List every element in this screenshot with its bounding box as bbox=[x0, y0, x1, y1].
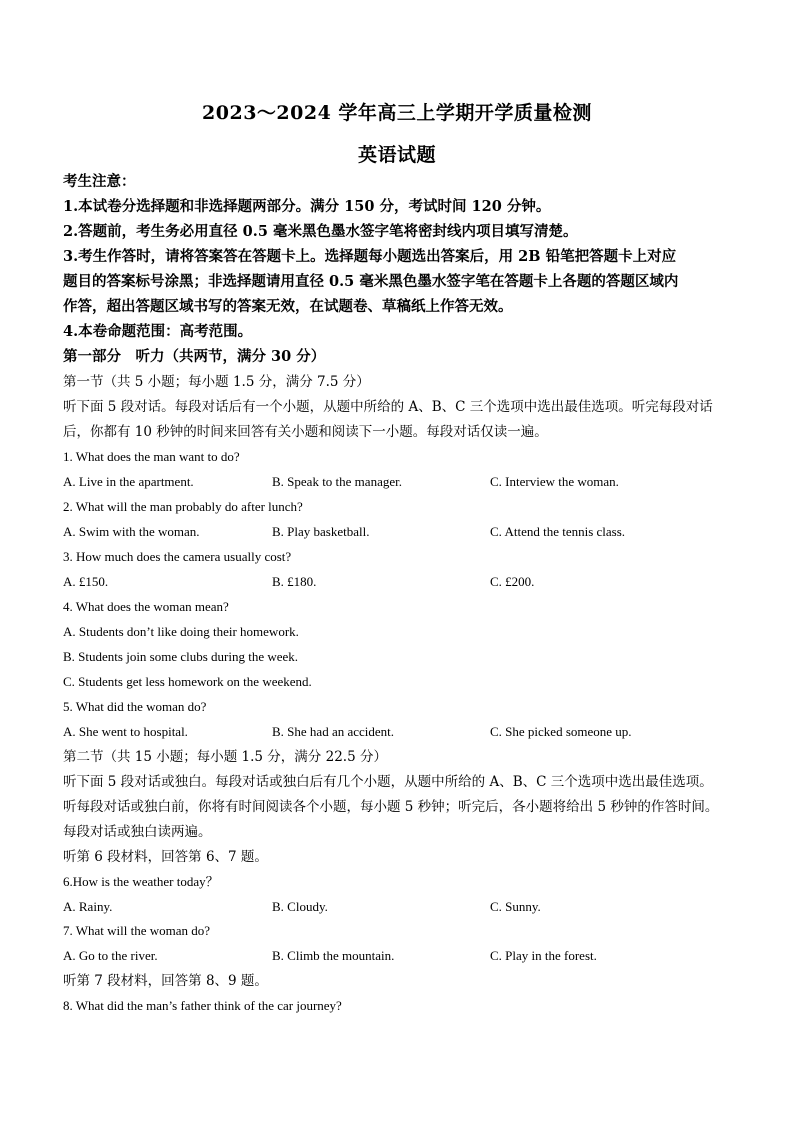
question-6-option-b: B. Cloudy. bbox=[272, 899, 328, 914]
notice-item-3-cont-1: 题目的答案标号涂黑；非选择题请用直径 0.5 毫米黑色墨水签字笔在答题卡上各题的答题区域内 bbox=[63, 273, 679, 290]
question-2-option-c: C. Attend the tennis class. bbox=[490, 524, 626, 539]
question-5-option-c: C. She picked someone up. bbox=[490, 724, 632, 739]
question-4-option-b: B. Students join some clubs during the week. bbox=[63, 649, 299, 664]
notice-item-3-cont-2: 作答，超出答题区域书写的答案无效，在试题卷、草稿纸上作答无效。 bbox=[63, 298, 513, 315]
question-1-stem: 1. What does the man want to do? bbox=[63, 449, 240, 464]
question-3-option-a: A. £150. bbox=[63, 574, 109, 589]
question-2-option-a: A. Swim with the woman. bbox=[63, 524, 200, 539]
question-2-option-b: B. Play basketball. bbox=[272, 524, 370, 539]
section2-heading: 第二节（共 15 小题；每小题 1.5 分，满分 22.5 分） bbox=[63, 749, 387, 765]
notice-item-2: 2.答题前，考生务必用直径 0.5 毫米黑色墨水签字笔将密封线内项目填写清楚。 bbox=[63, 223, 578, 240]
question-5-stem: 5. What did the woman do? bbox=[63, 699, 207, 714]
section2-instructions-1: 听下面 5 段对话或独白。每段对话或独白后有几个小题，从题中所给的 A、B、C 三个选项中选出最佳选项。 bbox=[63, 774, 713, 790]
notice-item-4: 4.本卷命题范围：高考范围。 bbox=[63, 323, 253, 340]
question-7-option-b: B. Climb the mountain. bbox=[272, 948, 395, 963]
exam-title: 2023～2024 学年高三上学期开学质量检测 bbox=[202, 102, 592, 124]
question-6-stem: 6.How is the weather today？ bbox=[63, 874, 219, 889]
question-3-stem: 3. How much does the camera usually cost? bbox=[63, 549, 292, 564]
section1-heading: 第一节（共 5 小题；每小题 1.5 分，满分 7.5 分） bbox=[63, 374, 370, 390]
question-5-option-b: B. She had an accident. bbox=[272, 724, 395, 739]
exam-subject: 英语试题 bbox=[357, 144, 436, 166]
question-2-stem: 2. What will the man probably do after lunch? bbox=[63, 499, 303, 514]
question-4-option-c: C. Students get less homework on the weekend. bbox=[63, 674, 312, 689]
question-1-option-b: B. Speak to the manager. bbox=[272, 474, 402, 489]
section1-instructions-1: 听下面 5 段对话。每段对话后有一个小题，从题中所给的 A、B、C 三个选项中选出最佳选项。听完每段对话 bbox=[63, 399, 713, 415]
question-8-stem: 8. What did the man’s father think of the car journey? bbox=[63, 998, 342, 1013]
question-3-option-b: B. £180. bbox=[272, 574, 317, 589]
question-3-option-c: C. £200. bbox=[490, 574, 535, 589]
section1-instructions-2: 后，你都有 10 秒钟的时间来回答有关小题和阅读下一小题。每段对话仅读一遍。 bbox=[63, 424, 548, 440]
question-4-stem: 4. What does the woman mean? bbox=[63, 599, 229, 614]
notice-item-1: 1.本试卷分选择题和非选择题两部分。满分 150 分，考试时间 120 分钟。 bbox=[63, 198, 551, 215]
question-7-option-c: C. Play in the forest. bbox=[490, 948, 597, 963]
section2-instructions-3: 每段对话或独白读两遍。 bbox=[63, 824, 212, 840]
notice-heading: 考生注意： bbox=[63, 173, 136, 190]
question-6-option-a: A. Rainy. bbox=[63, 899, 113, 914]
question-7-stem: 7. What will the woman do? bbox=[63, 923, 211, 938]
material-6-note: 听第 6 段材料，回答第 6、7 题。 bbox=[63, 849, 268, 865]
question-6-option-c: C. Sunny. bbox=[490, 899, 541, 914]
material-7-note: 听第 7 段材料，回答第 8、9 题。 bbox=[63, 973, 268, 989]
question-1-option-c: C. Interview the woman. bbox=[490, 474, 619, 489]
question-1-option-a: A. Live in the apartment. bbox=[63, 474, 194, 489]
section2-instructions-2: 听每段对话或独白前，你将有时间阅读各个小题，每小题 5 秒钟；听完后，各小题将给出 5 秒钟的作答时间。 bbox=[63, 799, 719, 815]
question-7-option-a: A. Go to the river. bbox=[63, 948, 158, 963]
question-4-option-a: A. Students don’t like doing their homework. bbox=[63, 624, 299, 639]
question-5-option-a: A. She went to hospital. bbox=[63, 724, 188, 739]
notice-item-3: 3.考生作答时，请将答案答在答题卡上。选择题每小题选出答案后，用 2B 铅笔把答题卡上对应 bbox=[63, 248, 677, 265]
part1-heading: 第一部分 听力（共两节，满分 30 分） bbox=[63, 348, 326, 365]
